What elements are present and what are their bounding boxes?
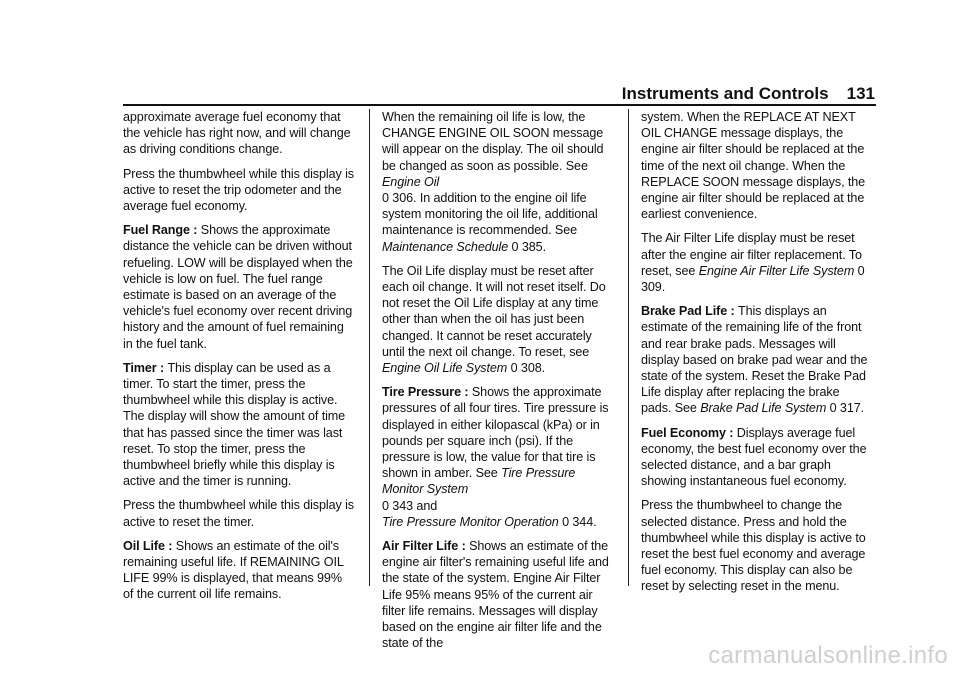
page-reference[interactable]: 0 317 [829,401,861,416]
watermark: carmanualsonline.info [708,642,948,669]
cross-reference-link[interactable]: Maintenance Schedule [382,239,509,254]
page-number: 131 [846,84,875,103]
brake-pad-paragraph [641,303,873,416]
page-reference[interactable]: 0 309 [641,263,865,295]
tire-pressure-paragraph [382,384,614,530]
cross-reference-link[interactable]: Tire Pressure Monitor System [382,466,576,497]
term-label: Fuel Range : [123,223,201,238]
cross-reference-link[interactable]: Tire Pressure Monitor Operation [382,514,559,529]
oil-life-paragraph [123,538,355,603]
term-text: This displays an estimate of the remaining life of the front and rear brake pads. Messages will display based on brake pad wear and the state of the system. Reset the Brake Pad Life display after replacing the brake pads. See [641,304,868,416]
text: The Oil Life display must be reset after each oil change. It will not reset itself. Do not reset the Oil Life display at any time other than when the oil has just been changed. It cannot be reset accurately until the next oil change. To reset, see [382,263,606,359]
paragraph [382,263,614,376]
cross-reference-link[interactable]: Brake Pad Life System [700,401,827,416]
term-label: Brake Pad Life : [641,304,738,319]
text: . In addition to the engine oil life system monitoring the oil life, additional maintenance is recommended. See [382,191,598,238]
text: . [860,401,865,416]
page-reference[interactable]: 0 306 [382,191,414,206]
air-filter-paragraph [382,538,614,651]
column-divider [369,109,370,586]
paragraph: approximate average fuel economy that the vehicle has right now, and will change as driving conditions change. [123,110,351,157]
text: . [593,514,597,529]
paragraph [382,109,614,255]
header-rule [123,104,876,106]
term-label: Fuel Economy : [641,425,737,440]
page-reference[interactable]: 0 308 [510,361,542,376]
term-label: Timer : [123,360,168,375]
term-label: Oil Life : [123,538,176,553]
term-label: Tire Pressure : [382,385,472,400]
cross-reference-link[interactable]: Engine Oil Life System [382,361,508,376]
fuel-economy-paragraph [641,425,873,490]
section-title: Instruments and Controls [621,84,829,103]
term-text: Shows the approximate distance the vehicle can be driven without refueling. LOW will be displayed when the vehicle is low on fuel. The fuel range estimate is based on an average of the vehicle's fuel economy over recent driving history and the amount of fuel remaining in the fuel tank. [123,223,353,351]
paragraph [641,230,873,295]
term-text: Shows an estimate of the oil's remaining useful life. If REMAINING OIL LIFE 99% is displayed, that means 99% of the current oil life remains. [123,538,344,602]
cross-reference-link[interactable]: Engine Oil [382,174,440,189]
column-3 [641,109,873,603]
cross-reference-link[interactable]: Engine Air Filter Life System [698,263,855,278]
page-reference[interactable]: 0 385 [511,239,543,254]
column-1 [123,109,355,611]
column-divider [628,109,629,586]
page-reference[interactable]: 0 344 [562,514,594,529]
term-text: Shows an estimate of the engine air filter's remaining useful life and the state of the system. Engine Air Filter Life 95% means 95% of the current air filter life remains. Messages will display based on the engine air filter life and the state of the [382,539,609,651]
timer-paragraph [123,360,355,490]
paragraph: Press the thumbwheel to change the selected distance. Press and hold the thumbwheel while this display is active to reset the best fuel economy and average fuel economy. This display can also be reset by selecting reset in the menu. [641,498,866,594]
term-text: Shows the approximate pressures of all four tires. Tire pressure is displayed in either kilopascal (kPa) or in pounds per square inch (psi). If the pressure is low, the value for that tire is shown in amber. See [382,385,609,481]
text: . [542,239,546,254]
paragraph: system. When the REPLACE AT NEXT OIL CHANGE message displays, the engine air filter should be replaced at the time of the next oil change. When the REPLACE SOON message displays, the engine air filter should be replaced at the earliest convenience. [641,110,866,222]
fuel-range-paragraph [123,222,355,352]
text: When the remaining oil life is low, the CHANGE ENGINE OIL SOON message will appear on the display. The oil should be changed as soon as possible. See [382,110,604,173]
text: and [413,498,438,513]
term-label: Air Filter Life : [382,539,470,554]
column-2 [382,109,614,660]
paragraph: Press the thumbwheel while this display is active to reset the timer. [123,498,354,529]
text: The Air Filter Life display must be reset after the engine air filter replacement. To reset, see [641,231,862,278]
text: . [661,280,666,295]
page-reference[interactable]: 0 343 [382,498,414,513]
term-text: This display can be used as a timer. To start the timer, press the thumbwheel while this display is active. The display will show the amount of time that has passed since the timer was last reset. To stop the timer, press the thumbwheel briefly while this display is active and the timer is running. [123,360,346,489]
paragraph: Press the thumbwheel while this display is active to reset the trip odometer and the average fuel economy. [123,166,354,214]
text: . [541,361,546,376]
page-header [0,84,875,104]
term-text: Displays average fuel economy, the best fuel economy over the selected distance, and a bar graph showing instantaneous fuel economy. [641,425,867,489]
